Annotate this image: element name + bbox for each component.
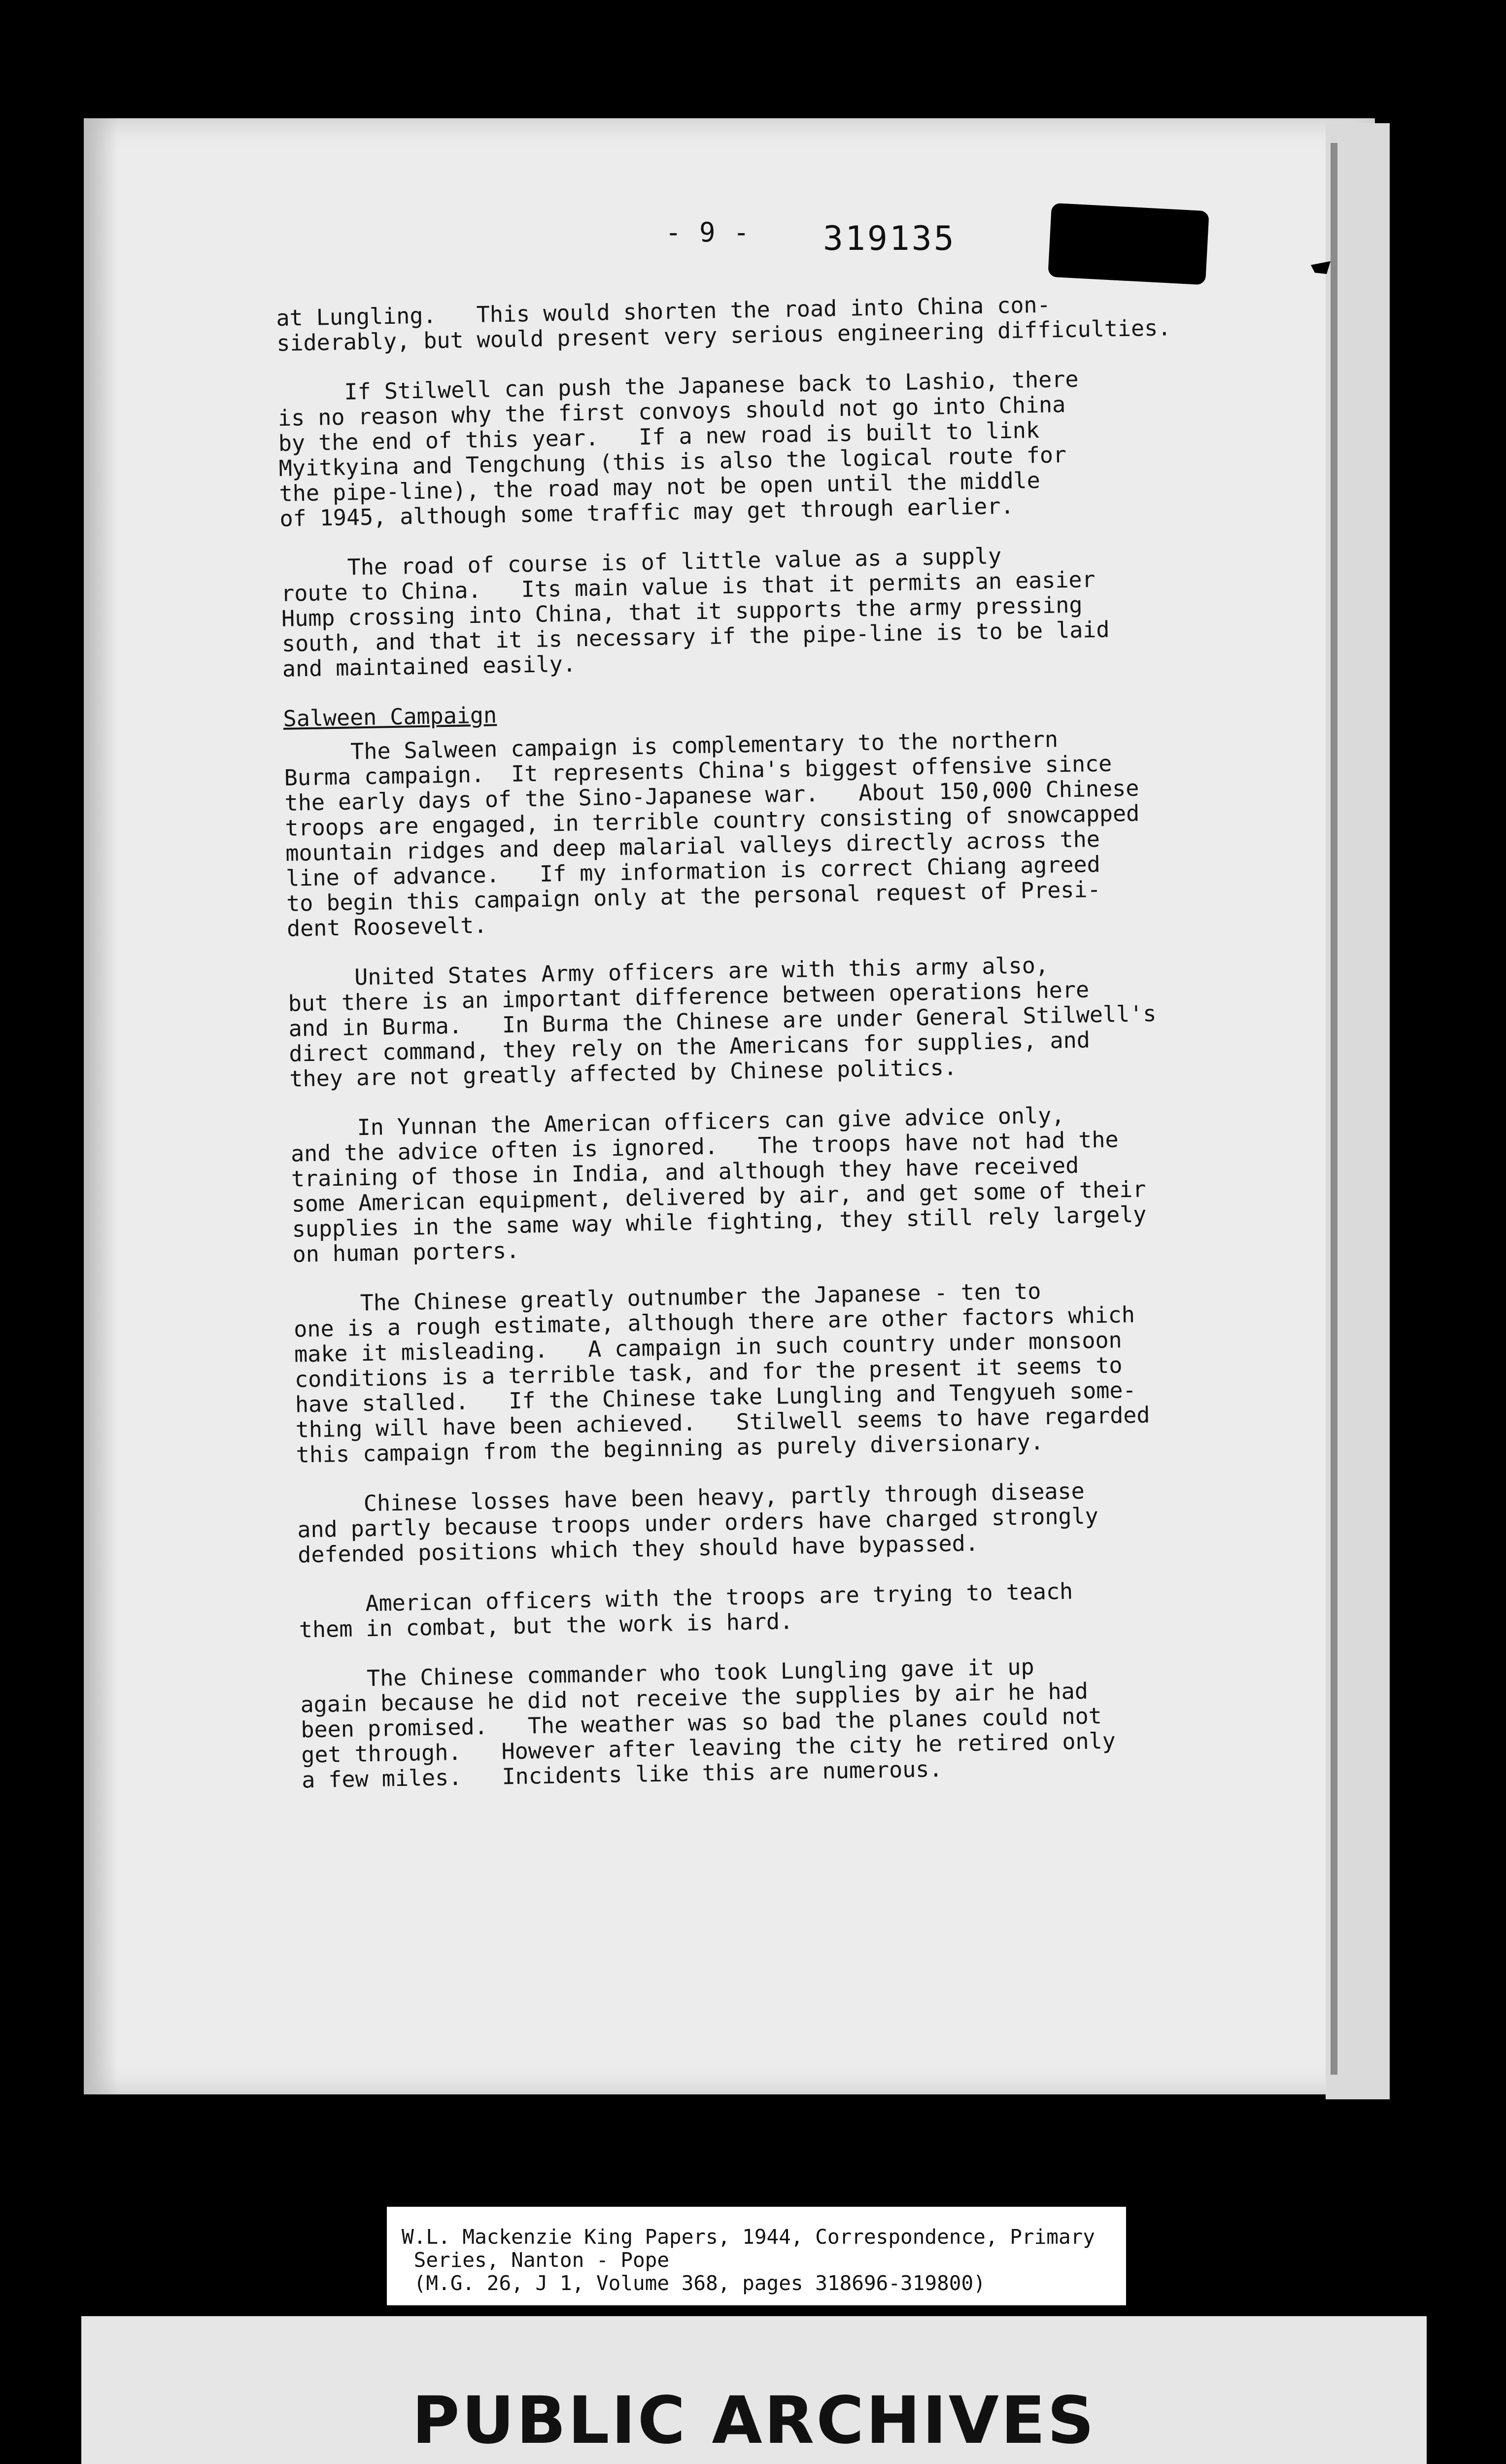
banner-title-en: PUBLIC ARCHIVES	[411, 2383, 1096, 2459]
redaction-mark	[1048, 203, 1209, 285]
citation-label	[387, 2207, 1126, 2305]
letter-body	[276, 288, 1317, 1817]
paragraph: The Chinese commander who took Lungling gave it up again because he did not receive the supplies by air he had been promised. The weather was so bad the planes could not get through. However after leaving the city he retired only a few miles. Incidents like this are numerous.	[300, 1653, 1116, 1793]
paragraph: The Chinese greatly outnumber the Japanese - ten to one is a rough estimate, although there are other factors which make it misleading. A campaign in such country under monsoon conditions is a terrible task, and for the present it seems to have stalled. If the Chinese take Lungling and Tengyueh some- thing will have been achieved. Stilwell seems to have regarded this campaign from the beginning as purely diversionary.	[293, 1278, 1150, 1468]
paragraph: Chinese losses have been heavy, partly through disease and partly because troops under orders have charged strongly defended positions which they should have bypassed.	[297, 1477, 1099, 1568]
paragraph: If Stilwell can push the Japanese back to Lashio, there is no reason why the first convoys should not go into China by the end of this year. If a new road is built to link Myitkyina and Tengchung (this is also the logical route for the pipe-line), the road may not be open until the middle of 1945, although some traffic may get through earlier.	[277, 366, 1079, 532]
paragraph: The road of course is of little value as a supply route to China. Its main value is that it permits an easier Hump crossing into China, that it supports the army pressing south, and that it is necessary if the pipe-line is to be laid and maintained easily.	[280, 543, 1110, 682]
citation-line: Series, Nanton - Pope	[402, 2248, 670, 2272]
citation-line: (M.G. 26, J 1, Volume 368, pages 318696-319800)	[402, 2271, 986, 2295]
paragraph: American officers with the troops are trying to teach them in combat, but the work is hard.	[298, 1578, 1073, 1643]
paragraph: In Yunnan the American officers can give advice only, and the advice often is ignored. The troops have not had the training of those in India, and although they have received some American equipment, delivered by air, and get some of their supplies in the same way while fighting, they still rely largely on human porters.	[290, 1102, 1147, 1267]
page-binding-shadow	[84, 118, 118, 2094]
page-edge-shadow	[1331, 143, 1337, 2075]
paragraph: The Salween campaign is complementary to the northern Burma campaign. It represents China's biggest offensive since the early days of the Sino-Japanese war. About 150,000 Chinese troops are engaged, in terrible country consisting of snowcapped mountain ridges and deep malarial valleys directly across the line of advance. If my information is correct Chiang agreed to begin this campaign only at the personal request of Presi- dent Roosevelt.	[283, 726, 1140, 942]
paragraph: at Lungling. This would shorten the road into China con- siderably, but would present very serious engineering difficulties.	[275, 291, 1171, 356]
paragraph: United States Army officers are with this army also, but there is an important difference between operations here and in Burma. In Burma the Chinese are under General Stilwell's direct command, they rely on the Americans for supplies, and they are not greatly affected by Chinese politics.	[287, 952, 1157, 1092]
section-heading: Salween Campaign	[283, 702, 497, 732]
citation-line: W.L. Mackenzie King Papers, 1944, Correspondence, Primary	[402, 2225, 1095, 2249]
archives-banner	[81, 2316, 1427, 2464]
document-number-stamp: 319135	[823, 219, 956, 258]
page-number: - 9 -	[665, 217, 751, 248]
